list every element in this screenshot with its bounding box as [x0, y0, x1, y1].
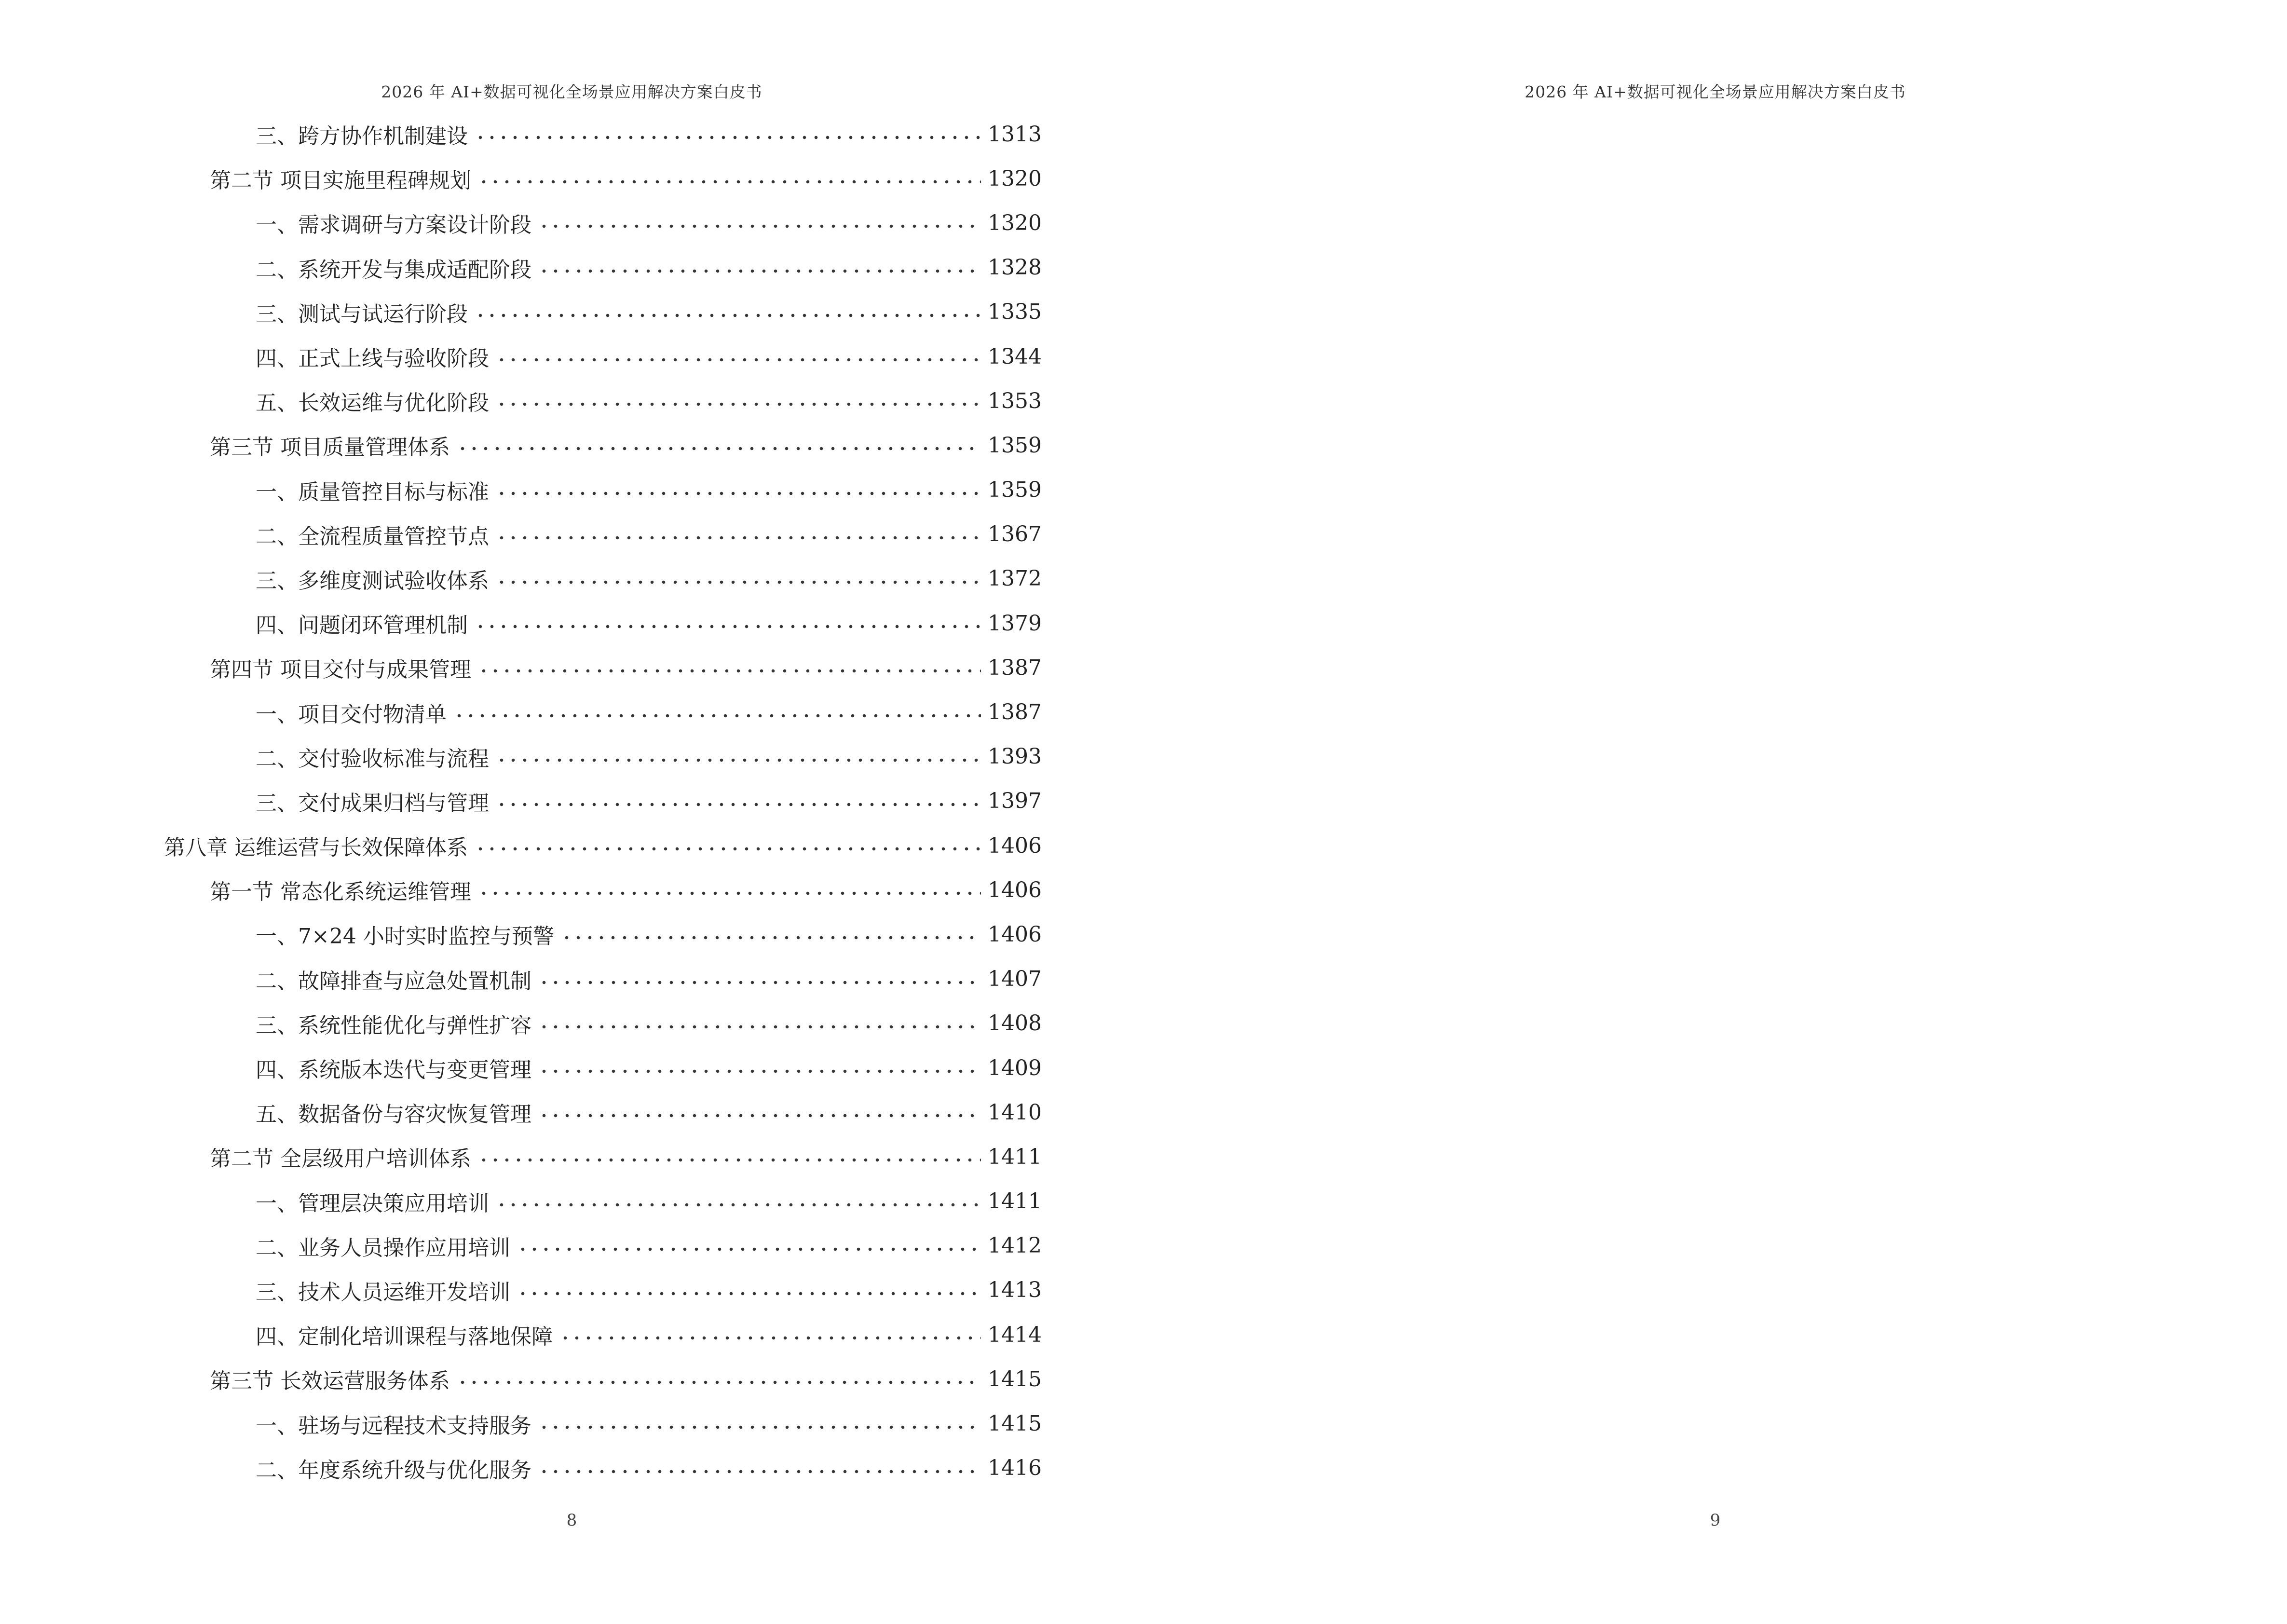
toc-entry-label: 五、长效运维与优化阶段 — [256, 391, 489, 416]
toc-entry[interactable] — [164, 334, 1042, 379]
dot-leader — [475, 135, 981, 140]
dot-leader — [517, 1246, 981, 1252]
dot-leader — [496, 401, 981, 407]
toc-entry-label: 一、项目交付物清单 — [256, 702, 447, 727]
page-header: 2026 年 AI+数据可视化全场景应用解决方案白皮书 — [1525, 82, 1906, 101]
toc-entry-label: 二、系统开发与集成适配阶段 — [256, 257, 531, 282]
toc-entry[interactable] — [164, 423, 1042, 467]
toc-entry-label: 一、7×24 小时实时监控与预警 — [256, 924, 554, 949]
toc-entry-label: 四、定制化培训课程与落地保障 — [256, 1324, 553, 1350]
toc-entry[interactable] — [164, 868, 1042, 912]
toc-entry-label: 第一节 常态化系统运维管理 — [210, 880, 471, 905]
dot-leader — [496, 802, 981, 807]
toc-entry-label: 三、技术人员运维开发培训 — [256, 1280, 510, 1305]
toc-entry-label: 一、质量管控目标与标准 — [256, 479, 489, 505]
toc-entry-label: 四、系统版本迭代与变更管理 — [256, 1058, 531, 1083]
dot-leader — [538, 268, 981, 274]
toc-entry[interactable] — [164, 1134, 1042, 1179]
toc-entry-page-number: 1320 — [988, 166, 1042, 191]
dot-leader — [496, 491, 981, 496]
dot-leader — [496, 1202, 981, 1208]
toc-entry[interactable] — [164, 1046, 1042, 1090]
toc-entry-label: 三、系统性能优化与弹性扩容 — [256, 1013, 531, 1038]
toc-entry[interactable] — [164, 601, 1042, 645]
dot-leader — [538, 1113, 981, 1119]
dot-leader — [538, 1469, 981, 1474]
dot-leader — [561, 935, 981, 941]
dot-leader — [478, 890, 981, 896]
toc-entry-page-number: 1416 — [988, 1456, 1042, 1481]
dot-leader — [538, 223, 981, 229]
toc-entry[interactable] — [164, 1090, 1042, 1134]
toc-entry-page-number: 1408 — [988, 1011, 1042, 1036]
toc-entry-label: 第三节 项目质量管理体系 — [210, 435, 450, 460]
toc-entry[interactable] — [164, 1357, 1042, 1401]
toc-entry-page-number: 1328 — [988, 255, 1042, 280]
toc-entry[interactable] — [164, 690, 1042, 734]
dot-leader — [478, 668, 981, 674]
toc-entry[interactable] — [164, 512, 1042, 557]
toc-entry-page-number: 1359 — [988, 433, 1042, 458]
toc-entry-label: 三、跨方协作机制建设 — [256, 124, 468, 149]
toc-entry-label: 第二节 全层级用户培训体系 — [210, 1146, 471, 1172]
toc-entry-page-number: 1353 — [988, 388, 1042, 413]
dot-leader — [478, 1157, 981, 1163]
dot-leader — [478, 179, 981, 185]
toc-entry[interactable] — [164, 290, 1042, 334]
toc-entry[interactable] — [164, 1268, 1042, 1312]
toc-entry-label: 二、业务人员操作应用培训 — [256, 1235, 510, 1260]
toc-entry[interactable] — [164, 1312, 1042, 1357]
toc-entry-page-number: 1410 — [988, 1100, 1042, 1125]
toc-entry[interactable] — [164, 468, 1042, 512]
dot-leader — [496, 357, 981, 363]
dot-leader — [538, 1024, 981, 1030]
toc-entry[interactable] — [164, 156, 1042, 201]
toc-entry[interactable] — [164, 735, 1042, 779]
toc-entry-page-number: 1407 — [988, 967, 1042, 992]
toc-entry-label: 第三节 长效运营服务体系 — [210, 1369, 450, 1394]
toc-entry-page-number: 1411 — [988, 1144, 1042, 1169]
toc-entry-label: 三、多维度测试验收体系 — [256, 568, 489, 593]
right-page — [1144, 0, 2287, 1624]
toc-entry-page-number: 1393 — [988, 744, 1042, 769]
toc-entry-page-number: 1320 — [988, 210, 1042, 235]
toc-entry-label: 三、交付成果归档与管理 — [256, 791, 489, 816]
dot-leader — [517, 1291, 981, 1296]
toc-entry-page-number: 1367 — [988, 522, 1042, 547]
toc-entry-page-number: 1387 — [988, 700, 1042, 725]
toc-entry-page-number: 1415 — [988, 1366, 1042, 1392]
toc-entry-label: 四、正式上线与验收阶段 — [256, 346, 489, 371]
page-header: 2026 年 AI+数据可视化全场景应用解决方案白皮书 — [381, 82, 762, 101]
toc-entry-page-number: 1406 — [988, 922, 1042, 947]
dot-leader — [475, 313, 981, 318]
toc-entry-label: 一、驻场与远程技术支持服务 — [256, 1413, 531, 1438]
toc-entry[interactable] — [164, 112, 1042, 156]
dot-leader — [538, 1424, 981, 1430]
toc-entry[interactable] — [164, 557, 1042, 601]
toc-entry-label: 一、管理层决策应用培训 — [256, 1191, 489, 1216]
dot-leader — [475, 624, 981, 629]
dot-leader — [457, 1379, 981, 1385]
toc-entry-page-number: 1387 — [988, 655, 1042, 680]
toc-entry-page-number: 1409 — [988, 1055, 1042, 1080]
toc-entry-page-number: 1406 — [988, 833, 1042, 858]
toc-entry-label: 二、交付验收标准与流程 — [256, 746, 489, 771]
toc-entry-label: 一、需求调研与方案设计阶段 — [256, 213, 531, 238]
dot-leader — [559, 1335, 981, 1341]
dot-leader — [496, 757, 981, 763]
toc-entry-label: 第二节 项目实施里程碑规划 — [210, 168, 471, 193]
dot-leader — [457, 446, 981, 451]
toc-entry-label: 三、测试与试运行阶段 — [256, 301, 468, 327]
toc-entry-page-number: 1415 — [988, 1411, 1042, 1436]
toc-entry[interactable] — [164, 645, 1042, 690]
toc-entry[interactable] — [164, 379, 1042, 423]
dot-leader — [496, 579, 981, 585]
dot-leader — [453, 713, 981, 719]
toc-entry[interactable] — [164, 1401, 1042, 1446]
toc-entry-label: 五、数据备份与容灾恢复管理 — [256, 1102, 531, 1127]
toc-entry-page-number: 1397 — [988, 789, 1042, 814]
toc-entry-page-number: 1414 — [988, 1322, 1042, 1347]
toc-list — [164, 112, 1042, 1490]
toc-entry[interactable] — [164, 246, 1042, 290]
toc-entry[interactable] — [164, 1224, 1042, 1268]
toc-entry-label: 二、故障排查与应急处置机制 — [256, 969, 531, 994]
toc-entry-page-number: 1413 — [988, 1278, 1042, 1303]
toc-entry[interactable] — [164, 1446, 1042, 1490]
toc-entry-page-number: 1406 — [988, 877, 1042, 902]
dot-leader — [496, 535, 981, 541]
page-number: 8 — [566, 1511, 577, 1530]
toc-entry[interactable] — [164, 779, 1042, 823]
toc-entry-page-number: 1379 — [988, 611, 1042, 636]
toc-entry[interactable] — [164, 912, 1042, 956]
toc-entry[interactable] — [164, 823, 1042, 868]
toc-entry-page-number: 1411 — [988, 1189, 1042, 1214]
dot-leader — [475, 846, 981, 852]
toc-entry-page-number: 1344 — [988, 344, 1042, 369]
toc-entry[interactable] — [164, 201, 1042, 245]
toc-entry-label: 四、问题闭环管理机制 — [256, 613, 468, 638]
toc-entry-label: 二、全流程质量管控节点 — [256, 524, 489, 549]
toc-entry-page-number: 1313 — [988, 122, 1042, 147]
dot-leader — [538, 980, 981, 985]
toc-entry-label: 第八章 运维运营与长效保障体系 — [164, 835, 468, 860]
toc-entry-page-number: 1372 — [988, 566, 1042, 591]
toc-entry[interactable] — [164, 957, 1042, 1001]
toc-entry-label: 二、年度系统升级与优化服务 — [256, 1458, 531, 1483]
toc-entry[interactable] — [164, 1001, 1042, 1046]
dot-leader — [538, 1068, 981, 1074]
page-number: 9 — [1710, 1511, 1721, 1530]
toc-entry-label: 第四节 项目交付与成果管理 — [210, 657, 471, 682]
toc-entry[interactable] — [164, 1179, 1042, 1224]
toc-entry-page-number: 1359 — [988, 478, 1042, 503]
toc-entry-page-number: 1335 — [988, 300, 1042, 325]
toc-entry-page-number: 1412 — [988, 1233, 1042, 1258]
